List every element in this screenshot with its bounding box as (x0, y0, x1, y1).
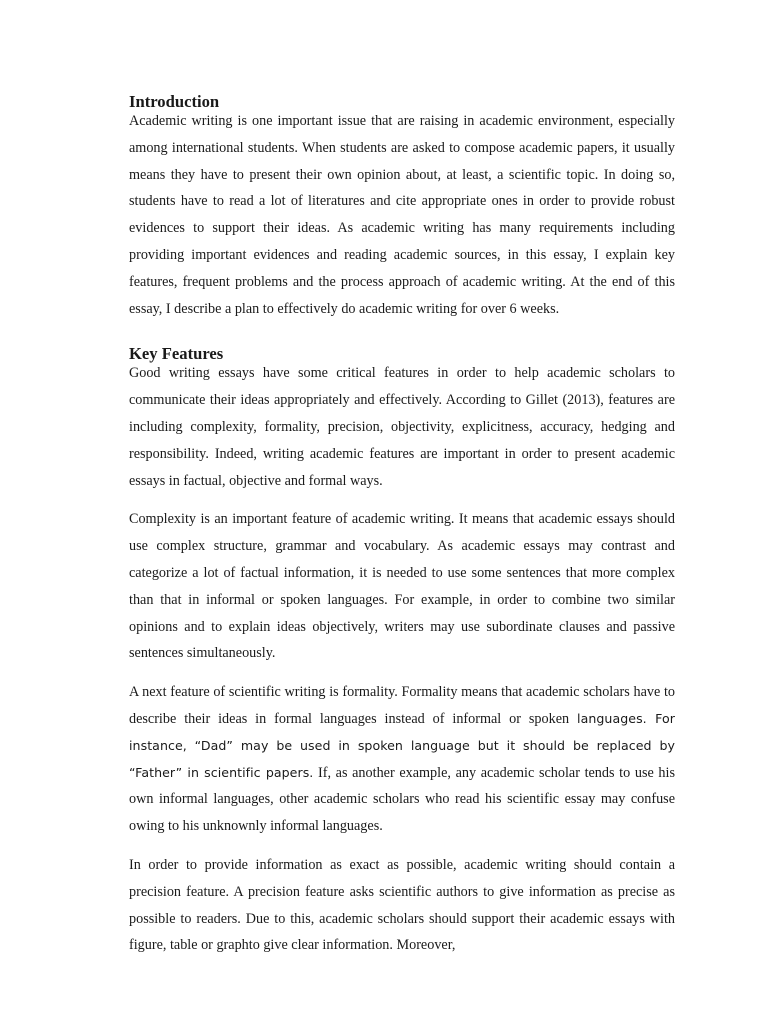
section-heading-key-features: Key Features (129, 344, 224, 364)
paragraph-introduction: Academic writing is one important issue that are raising in academic environment, especially among international students. When students are asked to compose academic papers, it usually means they have to present their own opinion about, at least, a scientific topic. In doing so, students have to read a lot of literatures and cite appropriate ones in order to provide robust evidences to support their ideas. As academic writing has many requirements including providing important evidences and reading academic sources, in this essay, I explain key features, frequent problems and the process approach of academic writing. At the end of this essay, I describe a plan to effectively do academic writing for over 6 weeks. (129, 113, 675, 317)
document-page (129, 92, 675, 959)
formality-text-part1: A next feature of scientific writing is formality. Formality means that academic scholars have to describe their ideas in formal languages instead of informal or spoken (129, 684, 675, 727)
formality-text-part3: If, as another example, any academic scholar tends to use his own informal languages, other academic scholars who read his scientific essay may confuse owing to his unknownly informal languages. (129, 764, 675, 835)
paragraph-formality (129, 679, 675, 840)
paragraph-precision: In order to provide information as exact as possible, academic writing should contain a precision feature. A precision feature asks scientific authors to give information as precise as possible to readers. Due to this, academic scholars should support their academic essays with figure, table or graphto give clear information. Moreover, (129, 856, 675, 954)
formality-text-example: languages. For instance, “Dad” may be used in spoken language but it should be replaced by “Father” in scientific papers. (129, 710, 675, 780)
section-heading-introduction: Introduction (129, 92, 220, 111)
paragraph-complexity: Complexity is an important feature of academic writing. It means that academic essays should use complex structure, grammar and vocabulary. As academic essays may contrast and categorize a lot of factual information, it is needed to use some sentences that more complex than that in informal or spoken languages. For example, in order to combine two similar opinions and to explain ideas objectively, writers may use subordinate clauses and passive sentences simultaneously. (129, 511, 675, 662)
paragraph-key-features: Good writing essays have some critical features in order to help academic scholars to communicate their ideas appropriately and effectively. According to Gillet (2013), features are including complexity, formality, precision, objectivity, explicitness, accuracy, hedging and responsibility. Indeed, writing academic features are important in order to present academic essays in factual, objective and formal ways. (129, 365, 675, 489)
